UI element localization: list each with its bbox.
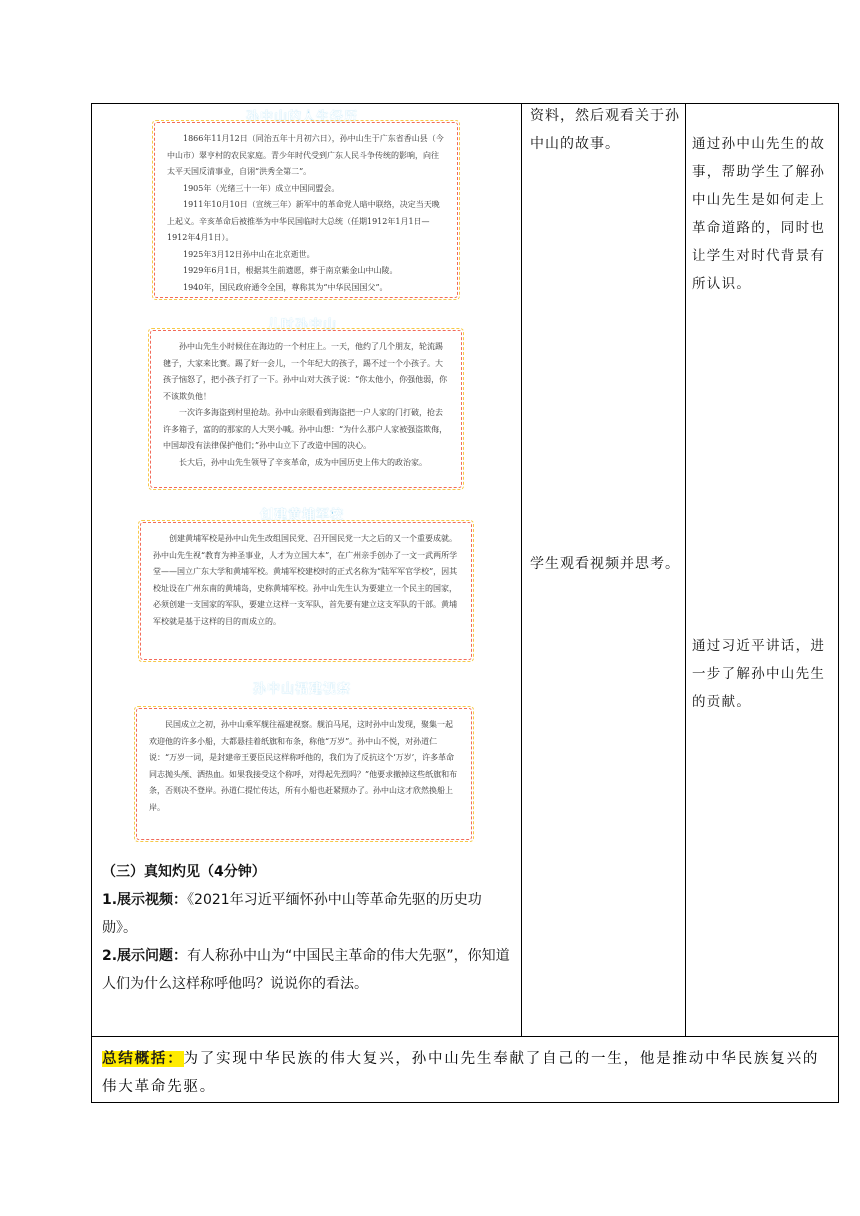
section-item-question <box>102 942 514 998</box>
life-card-title: 孙中山的人生经历 <box>245 110 358 125</box>
fujian-card <box>136 708 472 840</box>
childhood-paragraph: 长大后，孙中山先生领导了辛亥革命，成为中国历史上伟大的政治家。 <box>179 457 427 467</box>
summary-row <box>92 1037 838 1103</box>
summary-label: 总结概括： <box>102 1051 184 1067</box>
life-paragraph: 1929年6月1日，根据其生前遗愿，葬于南京紫金山中山陵。 <box>183 266 398 275</box>
childhood-paragraph: 孙中山先生小时候住在海边的一个村庄上。一天，他约了几个朋友，轮流踢毽子，大家来比赛。踢了好一会儿，一个年纪大的孩子，踢不过一个小孩子。大孩子恼怒了，把小孩子打了一下。孙中山对大孩子说：“你太他小，你强他弱，你不该欺负他！ <box>163 342 448 401</box>
design-intent-text: 通过孙中山先生的故事，帮助学生了解孙中山先生是如何走上革命道路的，同时也让学生对时代背景有所认识。 <box>692 136 826 292</box>
item-label: 1.展示视频： <box>102 892 188 908</box>
fujian-card-title: 孙中山福建视察 <box>252 682 351 697</box>
lesson-table <box>91 103 839 1103</box>
summary-text: 为了实现中华民族的伟大复兴，孙中山先生奉献了自己的一生，他是推动中华民族复兴的伟大革命先驱。 <box>102 1051 820 1095</box>
design-intent-cell <box>686 104 840 1036</box>
whampoa-paragraph: 创建黄埔军校是孙中山先生改组国民党、召开国民党一大之后的又一个重要成就。孙中山先生视“教育为神圣事业，人才为立国大本”，在广州亲手创办了一文一武两所学堂——国立广东大学和黄埔军校。黄埔军校建校时的正式名称为“陆军军官学校”，因其校址设在广州东南的黄埔岛，史称黄埔军校。孙中山先生认为要建立一个民主的国家，必须创建一支国家的军队，要建立这样一支军队，首先要有建立这支军队的干部。黄埔军校就是基于这样的目的而成立的。 <box>153 534 458 626</box>
life-paragraph: 1911年10月10日（宣统三年）新军中的革命党人暗中联络，决定当天晚上起义。辛亥革命后被推举为中华民国临时大总统（任期1912年1月1日—1912年4月1日）。 <box>167 200 440 242</box>
student-activity-text: 学生观看视频并思考。 <box>530 556 680 572</box>
life-paragraph: 1925年3月12日孙中山在北京逝世。 <box>183 249 315 259</box>
section-item-video <box>102 886 514 942</box>
life-paragraph: 1905年（光绪三十一年）成立中国同盟会。 <box>183 183 340 193</box>
childhood-paragraph: 一次许多海盗到村里抢劫。孙中山亲眼看到海盗把一户人家的门打破，抢去许多箱子，富的的那家的人大哭小喊。孙中山想：“为什么那户人家被强盗欺侮，中国却没有法律保护他们；”孙中山立下了改造中国的决心。 <box>163 408 448 450</box>
section-three <box>102 858 514 998</box>
fujian-paragraph: 民国成立之初，孙中山乘军舰往福建视察。舰泊马尾，这时孙中山发现，聚集一起欢迎他的许多小船，大都悬挂着纸旗和布条，称他“万岁”。孙中山不悦，对孙道仁说：“万岁一词，是封建帝王要臣民这样称呼他的，我们为了反抗这个‘万岁’，许多革命同志抛头颅、洒热血。如果我接受这个称呼，对得起先烈吗？”他要求撤掉这些纸旗和布条，否则决不登岸。孙道仁提忙传达，所有小船也赶紧照办了。孙中山这才欣然换船上岸。 <box>149 720 458 812</box>
item-text: 《2021年习近平缅怀孙中山等革命先驱的历史功勋》。 <box>102 892 482 936</box>
main-row <box>92 104 838 1037</box>
design-intent-text: 通过习近平讲话，进一步了解孙中山先生的贡献。 <box>692 638 826 710</box>
whampoa-card-title: 创建黄埔军校 <box>259 508 344 523</box>
childhood-card-title: 儿时孙中山 <box>266 318 337 333</box>
item-text: 有人称孙中山为“中国民主革命的伟大先驱”，你知道人们为什么这样称呼他吗？说说你的看法。 <box>102 948 510 992</box>
student-activity-text: 资料，然后观看关于孙中山的故事。 <box>530 108 680 152</box>
student-activity-cell <box>522 104 686 1036</box>
life-paragraph: 1866年11月12日（同治五年十月初六日），孙中山生于广东省香山县（今中山市）翠亨村的农民家庭。青少年时代受到广东人民斗争传统的影响，向往太平天国反清事业，自诩“洪秀全第二”。 <box>167 134 444 176</box>
childhood-card <box>150 330 462 488</box>
teacher-activity-cell <box>92 104 522 1036</box>
life-paragraph: 1940年，国民政府通令全国，尊称其为“中华民国国父”。 <box>183 282 388 292</box>
section-heading: （三）真知灼见（4分钟） <box>102 864 266 880</box>
item-label: 2.展示问题： <box>102 948 188 964</box>
life-card <box>154 122 458 298</box>
whampoa-card <box>140 522 472 660</box>
